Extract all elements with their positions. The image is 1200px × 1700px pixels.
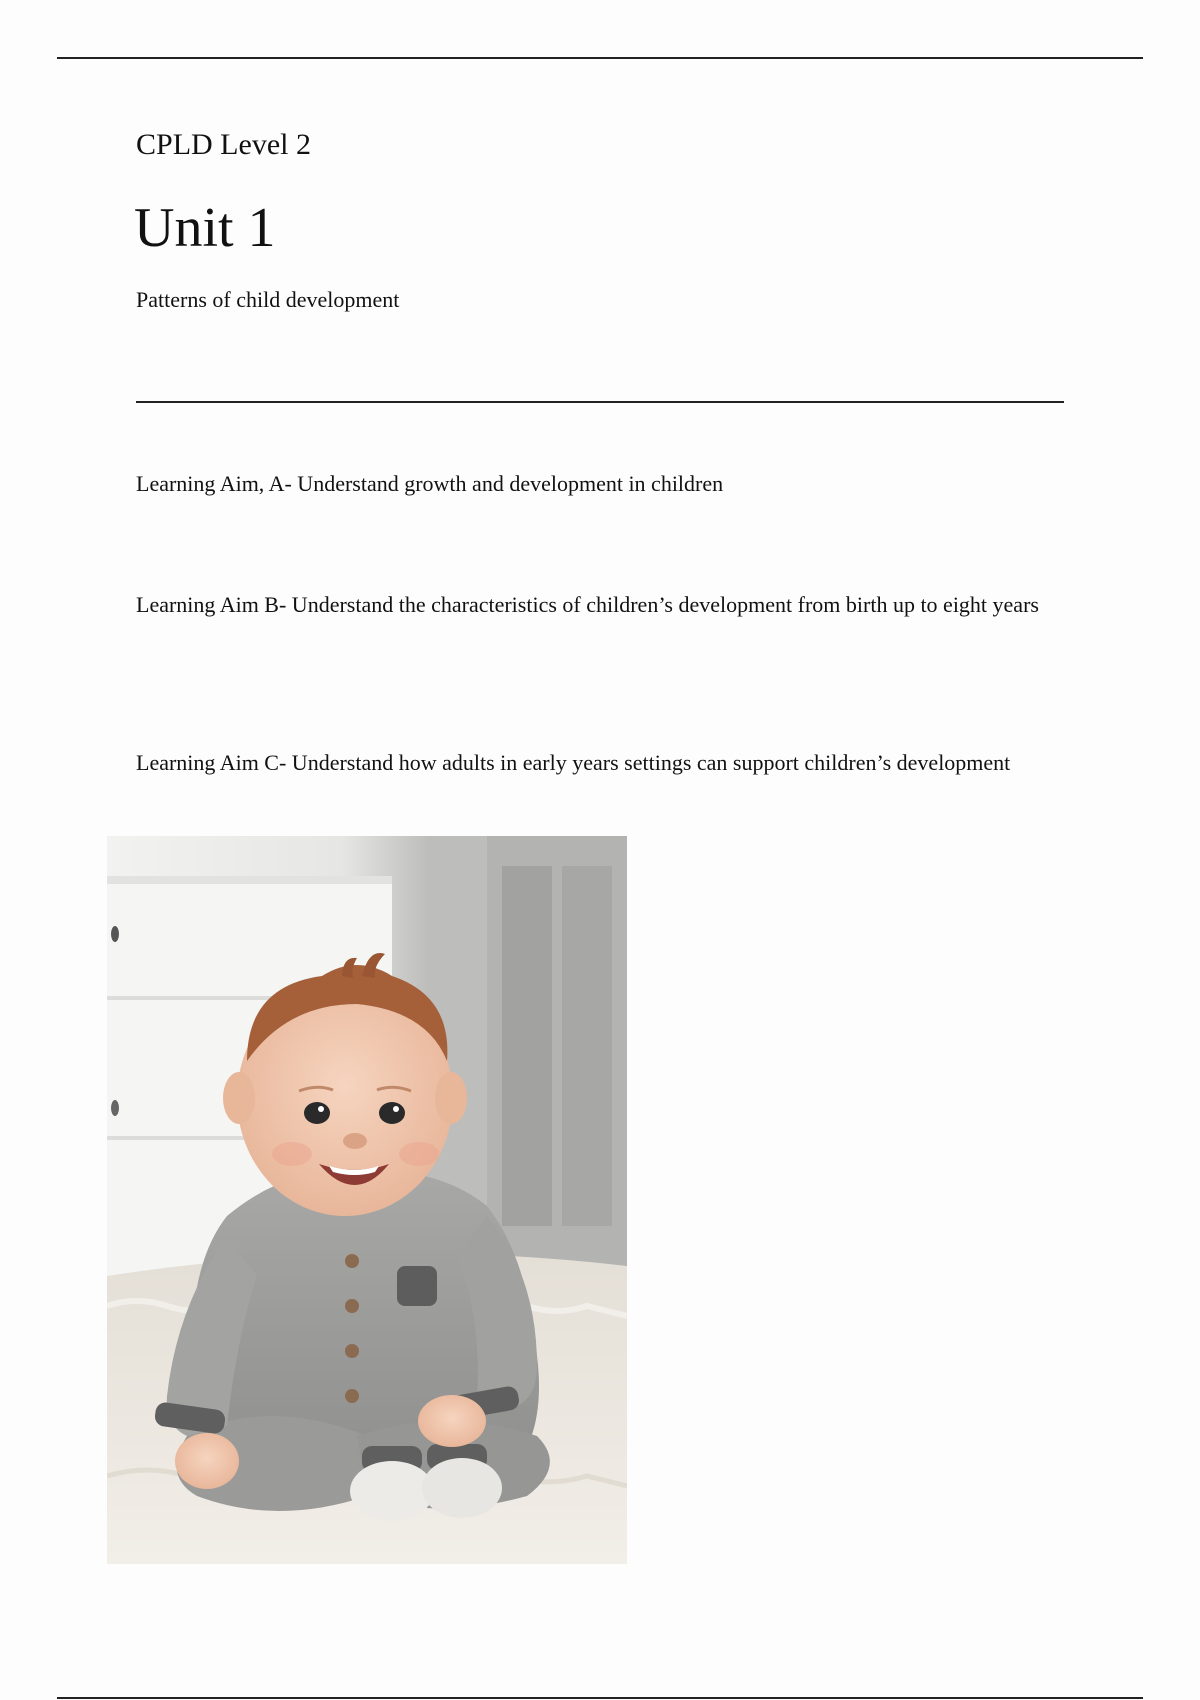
baby-photo xyxy=(107,836,627,1564)
top-rule xyxy=(57,57,1143,59)
learning-aim-b: Learning Aim B- Understand the characteristics of children’s development from birth up to eight years xyxy=(136,592,1039,617)
bottom-rule xyxy=(57,1697,1143,1699)
learning-aim-a: Learning Aim, A- Understand growth and development in children xyxy=(136,471,724,496)
unit-heading: Unit 1 xyxy=(134,197,276,259)
section-divider xyxy=(136,401,1064,403)
learning-aim-c: Learning Aim C- Understand how adults in early years settings can support children’s development xyxy=(136,750,1011,775)
course-title: CPLD Level 2 xyxy=(136,128,311,161)
unit-subtitle: Patterns of child development xyxy=(136,287,400,312)
